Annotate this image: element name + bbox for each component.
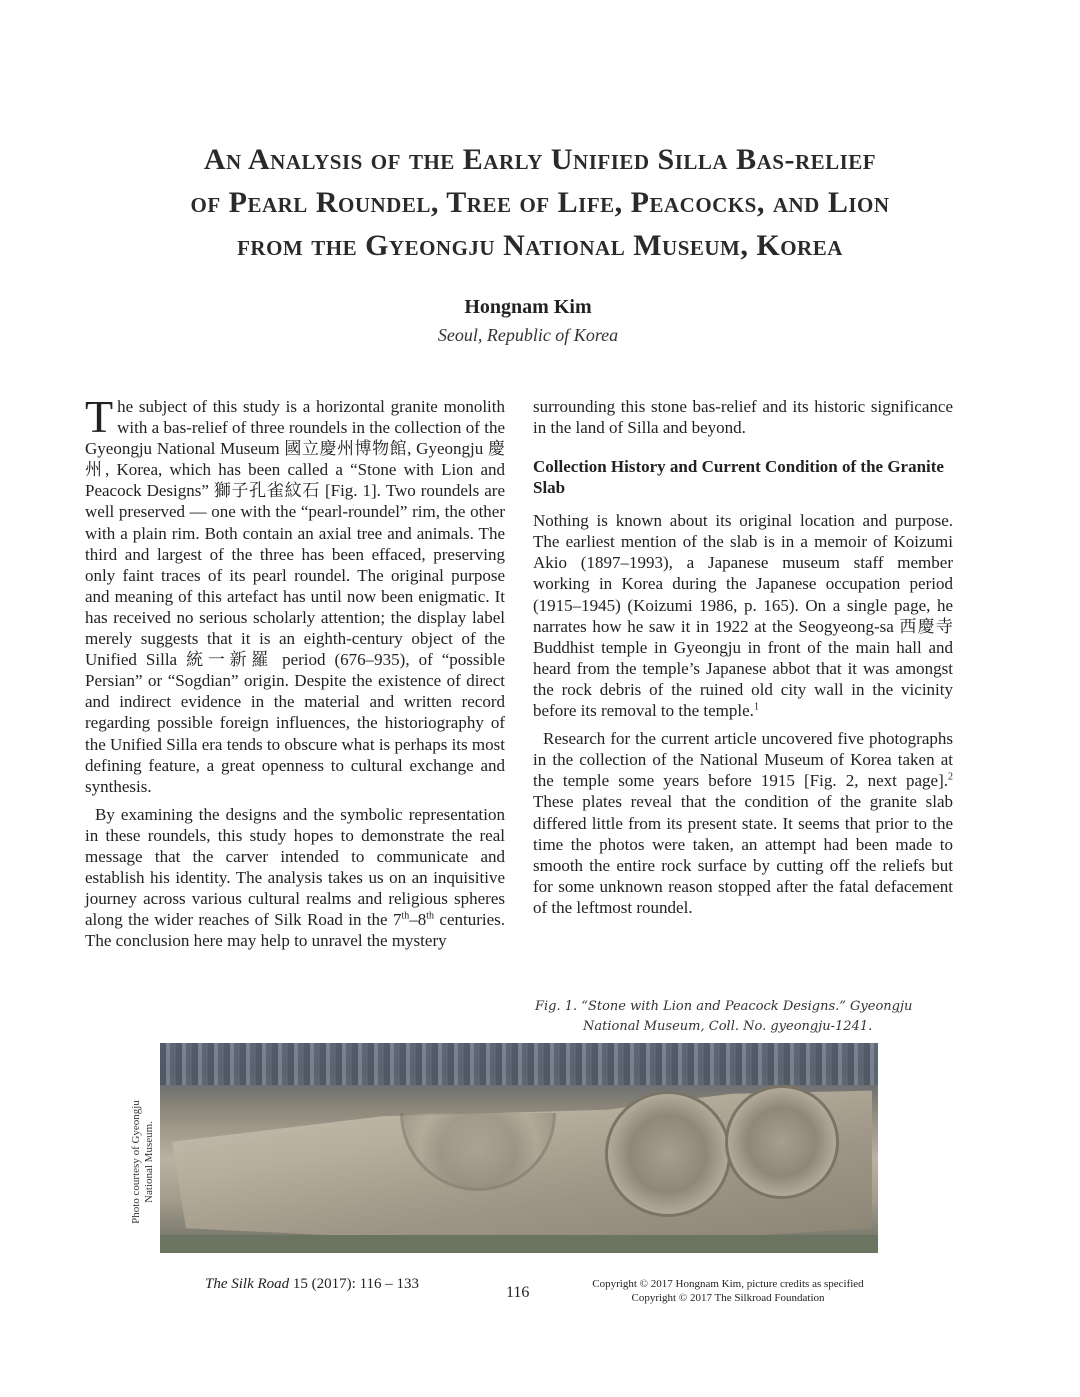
copyright-line-1: Copyright © 2017 Hongnam Kim, picture credits as specified xyxy=(592,1278,864,1290)
paragraph-intro xyxy=(85,391,505,797)
superscript-th-1: th xyxy=(401,910,410,922)
paragraph-method-text-c: centuries. The conclusion here may help to unravel the mystery xyxy=(85,910,506,951)
photo-background-wall xyxy=(160,1043,878,1085)
copyright-notice xyxy=(578,1277,878,1305)
photo-credit xyxy=(130,1087,156,1237)
paragraph-continuation: surrounding this stone bas-relief and its historic significance in the land of Silla and beyond. xyxy=(533,397,953,438)
figure-photo-granite-slab xyxy=(160,1043,878,1253)
footnote-ref-1[interactable]: 1 xyxy=(753,701,759,713)
paragraph-collection-history xyxy=(533,510,953,721)
drop-cap: T xyxy=(85,391,114,442)
pearl-roundel xyxy=(605,1091,731,1217)
paragraph-method-text-b: –8 xyxy=(409,910,427,930)
article-title xyxy=(60,138,1020,267)
paragraph-intro-text: he subject of this study is a horizontal granite monolith with a bas-relief of three roundels in the collection of the Gyeongju National Museum 國立慶州博物館, Gyeongju 慶州, Korea, which has been called a “Stone with Lion and Peacock Designs” 獅子孔雀紋石 [Fig. 1]. Two roundels are well preserved — one with the “pearl-roundel” rim, the other with a plain rim. Both contain an axial tree and animals. The third and largest of the three has been effaced, preserving only faint traces of its pearl roundel. The original purpose and meaning of this artefact has until now been enigmatic. It has received no serious scholarly attention; the display label merely suggests that it is an eighth-century object of the Unified Silla 統一新羅 period (676–935), of “possible Persian” or “Sogdian” origin. Despite the existence of direct and indirect evidence in the material and written record regarding possible foreign influences, the historiography of the Unified Silla era tends to obscure what is perhaps its most defining feature, a great openness to cultural exchange and synthesis. xyxy=(85,397,505,796)
title-line-3: from the Gyeongju National Museum, Korea xyxy=(237,229,843,262)
left-column xyxy=(85,391,506,951)
plain-roundel xyxy=(725,1085,839,1199)
superscript-th-2: th xyxy=(426,910,435,922)
photo-ground xyxy=(160,1235,878,1253)
copyright-line-2: Copyright © 2017 The Silkroad Foundation xyxy=(631,1292,825,1304)
caption-line-2: National Museum, Coll. No. gyeongju-1241. xyxy=(583,1019,873,1034)
photo-credit-line-2: National Museum. xyxy=(143,1121,155,1203)
page-number: 116 xyxy=(506,1284,530,1301)
figure-caption xyxy=(535,997,955,1037)
paragraph-research xyxy=(533,728,953,918)
section-heading: Collection History and Current Condition of the Granite Slab xyxy=(533,457,944,498)
title-line-2: of Pearl Roundel, Tree of Life, Peacocks, and Lion xyxy=(190,186,890,219)
paragraph-method-text-a: By examining the designs and the symbolic representation in these roundels, this study hopes to demonstrate the real message that the carver intended to communicate and establish his identity. The analysis takes us on an inquisitive journey across various cultural realms and religious spheres along the wider reaches of Silk Road in the 7 xyxy=(85,804,505,930)
paragraph-collection-history-text: Nothing is known about its original location and purpose. The earliest mention of the slab is in a memoir of Koizumi Akio (1897–1993), a Japanese museum staff member working in Korea during the Japanese occupation period (1915–1945) (Koizumi 1986, p. 165). On a single page, he narrates how he saw it in 1922 at the Seogyeong-sa 西慶寺 Buddhist temple in Gyeongju in front of the main hall and heard from the temple’s Japanese abbot that it was amongst the rock debris of the ruined old city wall in the vicinity before its removal to the temple. xyxy=(533,511,953,721)
paragraph-method xyxy=(85,804,505,952)
journal-name: The Silk Road xyxy=(205,1276,290,1292)
right-column xyxy=(533,396,953,918)
journal-volume: 15 (2017): 116 – 133 xyxy=(289,1276,420,1292)
title-line-1: An Analysis of the Early Unified Silla Bas-relief xyxy=(203,143,877,176)
paragraph-research-text-a: Research for the current article uncovered five photographs in the collection of the National Museum of Korea taken at the temple some years before 1915 [Fig. 2, next page]. xyxy=(533,729,953,791)
caption-line-1: Fig. 1. “Stone with Lion and Peacock Designs.” Gyeongju xyxy=(535,999,913,1014)
author-name: Hongnam Kim xyxy=(464,296,592,318)
journal-citation xyxy=(205,1276,419,1293)
footnote-ref-2[interactable]: 2 xyxy=(948,771,953,783)
paragraph-research-text-b: These plates reveal that the condition of the granite slab differed little from its present state. It seems that prior to the time the photos were taken, an attempt had been made to smooth the entire rock surface by cutting off the reliefs but for some unknown reason stopped after the fatal defacement of the leftmost roundel. xyxy=(533,792,953,917)
photo-credit-line-1: Photo courtesy of Gyeongju xyxy=(130,1100,142,1224)
author-affiliation: Seoul, Republic of Korea xyxy=(437,325,619,345)
